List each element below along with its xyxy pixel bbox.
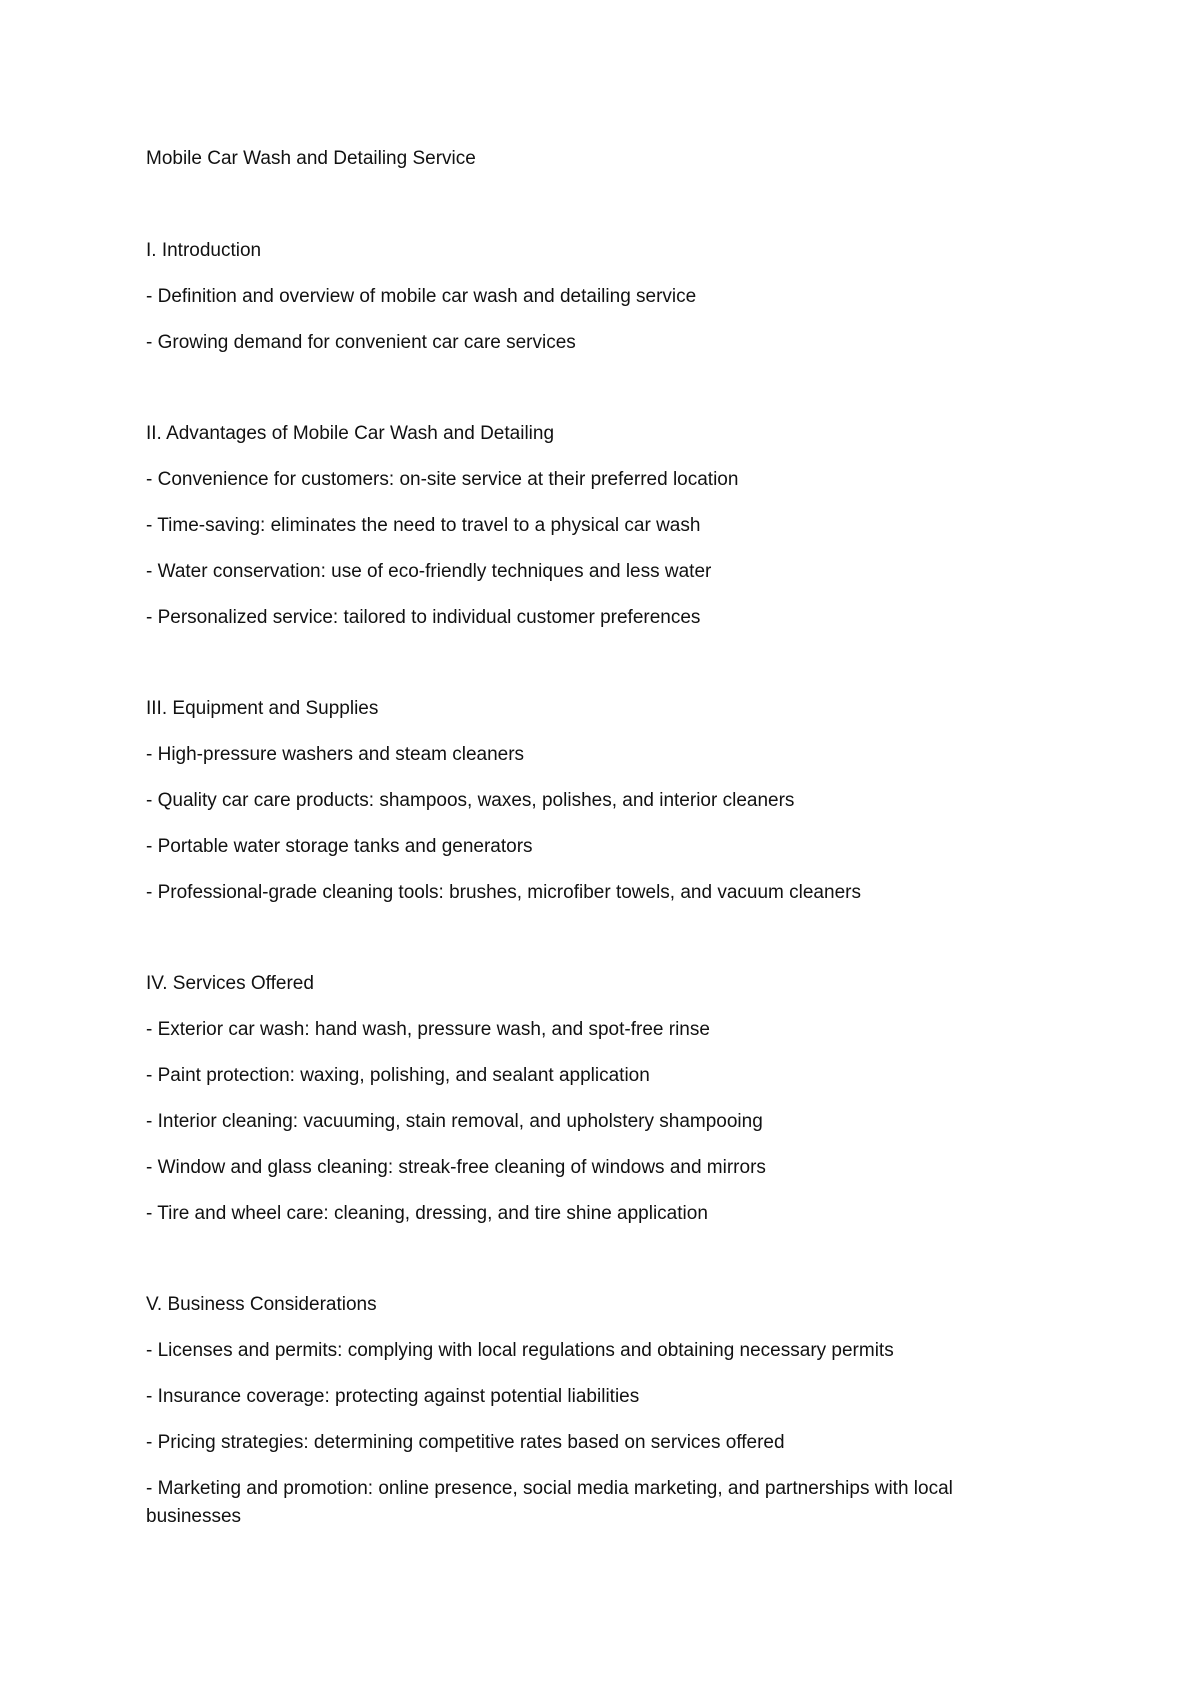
- list-item: - Tire and wheel care: cleaning, dressing, and tire shine application: [146, 1203, 708, 1224]
- list-item: - Licenses and permits: complying with local regulations and obtaining necessary permits: [146, 1340, 894, 1361]
- list-item: - Exterior car wash: hand wash, pressure wash, and spot-free rinse: [146, 1019, 710, 1040]
- list-item: - Window and glass cleaning: streak-free cleaning of windows and mirrors: [146, 1157, 766, 1178]
- list-item: - Marketing and promotion: online presence, social media marketing, and partnerships with local businesses: [146, 1478, 953, 1527]
- section-heading: II. Advantages of Mobile Car Wash and Detailing: [146, 423, 555, 444]
- section-introduction: [146, 237, 1046, 357]
- list-item: - Professional-grade cleaning tools: brushes, microfiber towels, and vacuum cleaners: [146, 882, 861, 903]
- section-heading: III. Equipment and Supplies: [146, 698, 379, 719]
- section-heading: I. Introduction: [146, 240, 262, 261]
- section-heading: V. Business Considerations: [146, 1294, 377, 1315]
- list-item: - Water conservation: use of eco-friendly techniques and less water: [146, 561, 712, 582]
- section-advantages: [146, 420, 1046, 632]
- list-item: - Time-saving: eliminates the need to travel to a physical car wash: [146, 515, 701, 536]
- list-item: - Definition and overview of mobile car wash and detailing service: [146, 286, 697, 307]
- list-item: - Personalized service: tailored to individual customer preferences: [146, 607, 701, 628]
- document-title: Mobile Car Wash and Detailing Service: [146, 148, 476, 169]
- list-item: - Insurance coverage: protecting against potential liabilities: [146, 1386, 640, 1407]
- section-business-considerations: [146, 1291, 1046, 1531]
- section-services-offered: [146, 970, 1046, 1228]
- list-item: - Convenience for customers: on-site service at their preferred location: [146, 469, 739, 490]
- list-item: - Interior cleaning: vacuuming, stain removal, and upholstery shampooing: [146, 1111, 763, 1132]
- section-equipment-and-supplies: [146, 695, 1046, 907]
- list-item: - Paint protection: waxing, polishing, and sealant application: [146, 1065, 650, 1086]
- list-item: - Quality car care products: shampoos, waxes, polishes, and interior cleaners: [146, 790, 795, 811]
- list-item: - High-pressure washers and steam cleaners: [146, 744, 525, 765]
- list-item: - Pricing strategies: determining competitive rates based on services offered: [146, 1432, 785, 1453]
- document-body: [146, 145, 1046, 1531]
- section-heading: IV. Services Offered: [146, 973, 314, 994]
- list-item: - Growing demand for convenient car care services: [146, 332, 576, 353]
- list-item: - Portable water storage tanks and generators: [146, 836, 533, 857]
